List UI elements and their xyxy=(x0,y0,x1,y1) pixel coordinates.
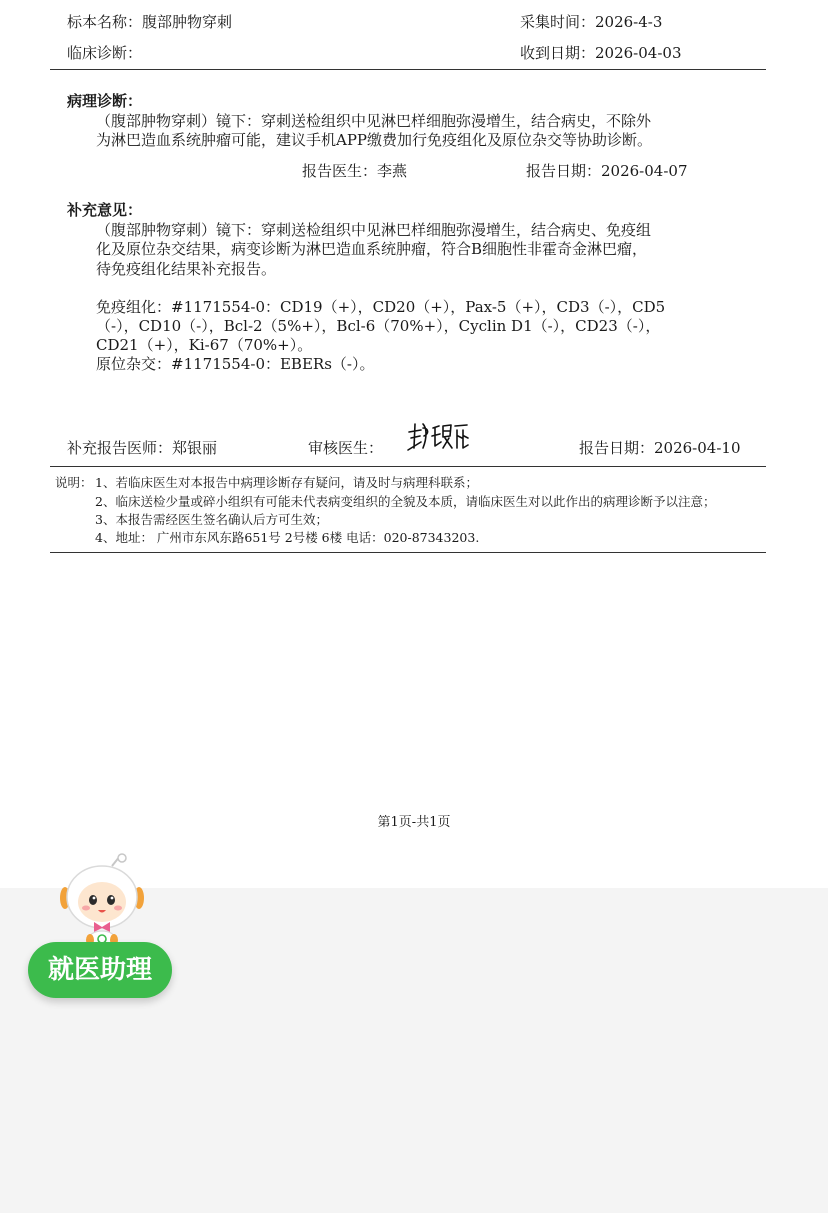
supplement-line: 待免疫组化结果补充报告。 xyxy=(96,260,277,278)
received-date: 收到日期：2026-04-03 xyxy=(520,44,682,62)
supplement-line: 化及原位杂交结果，病变诊断为淋巴造血系统肿瘤，符合B细胞性非霍奇金淋巴瘤， xyxy=(96,240,648,258)
handwritten-signature xyxy=(405,418,475,460)
page-number: 第1页-共1页 xyxy=(377,815,451,830)
notes-prefix: 说明： xyxy=(55,475,93,490)
supplement-report-date: 报告日期：2026-04-10 xyxy=(579,439,741,457)
pathology-line: （腹部肿物穿刺）镜下：穿刺送检组织中见淋巴样细胞弥漫增生，结合病史，不除外 xyxy=(96,112,652,130)
reviewer-label: 审核医生： xyxy=(308,439,384,457)
report-date: 报告日期：2026-04-07 xyxy=(526,162,688,180)
supplement-doctor: 补充报告医师：郑银丽 xyxy=(67,439,218,457)
note-item: 4、地址： 广州市东风东路651号 2号楼 6楼 电话：020-87343203. xyxy=(95,530,480,545)
header-divider xyxy=(50,69,766,70)
specimen-name: 标本名称：腹部肿物穿刺 xyxy=(67,13,233,31)
note-item: 2、临床送检少量或碎小组织有可能未代表病变组织的全貌及本质，请临床医生对以此作出的病理诊断予以注意； xyxy=(95,494,716,509)
note-item: 3、本报告需经医生签名确认后方可生效； xyxy=(95,512,328,527)
ihc-line: 免疫组化：#1171554-0：CD19（+），CD20（+），Pax-5（+），CD3（-），CD5 xyxy=(96,298,666,316)
ish-line: 原位杂交：#1171554-0：EBERs（-）。 xyxy=(96,355,375,373)
supplement-heading: 补充意见： xyxy=(67,201,143,219)
supplement-line: （腹部肿物穿刺）镜下：穿刺送检组织中见淋巴样细胞弥漫增生，结合病史、免疫组 xyxy=(96,221,652,239)
pathology-heading: 病理诊断： xyxy=(67,92,143,110)
medical-assistant-widget[interactable] xyxy=(28,852,188,1002)
pathology-line: 为淋巴造血系统肿瘤可能，建议手机APP缴费加行免疫组化及原位杂交等协助诊断。 xyxy=(96,131,653,149)
ihc-line: CD21（+），Ki-67（70%+）。 xyxy=(96,336,313,354)
collect-time: 采集时间：2026-4-3 xyxy=(520,13,663,31)
clinical-diagnosis: 临床诊断： xyxy=(67,44,143,62)
signoff-divider xyxy=(50,466,766,467)
note-item: 1、若临床医生对本报告中病理诊断存有疑问，请及时与病理科联系； xyxy=(95,475,478,490)
report-doctor: 报告医生：李燕 xyxy=(302,162,408,180)
robot-mascot-icon xyxy=(60,852,144,948)
ihc-line: （-），CD10（-），Bcl-2（5%+），Bcl-6（70%+），Cyclin D1（-），CD23（-）， xyxy=(96,317,661,335)
notes-divider xyxy=(50,552,766,553)
medical-assistant-button[interactable]: 就医助理 xyxy=(28,942,172,998)
